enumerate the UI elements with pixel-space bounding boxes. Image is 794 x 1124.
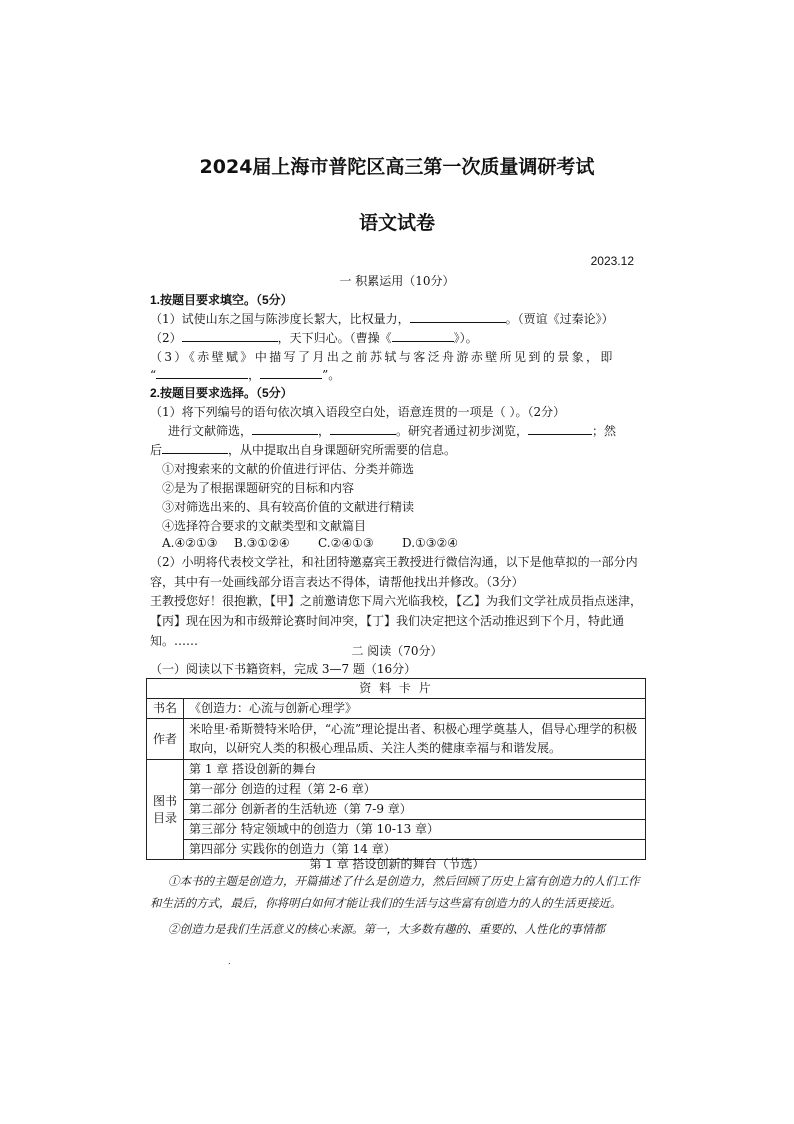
- card-toc-item: 第一部分 创造的过程（第 2-6 章）: [184, 780, 646, 800]
- q1-item2-text-b: ，天下归心。（曹操《: [277, 331, 392, 345]
- q2-option-3: ③对筛选出来的、具有较高价值的文献进行精读: [162, 500, 415, 514]
- q1-item3: [150, 348, 615, 365]
- card-header: 资 料 卡 片: [147, 679, 646, 699]
- q1-item1-blank[interactable]: [410, 310, 506, 323]
- q1-item2-text-a: （2）: [150, 331, 182, 345]
- exam-title: 2024届上海市普陀区高三第一次质量调研考试: [199, 156, 595, 178]
- q2-choice-d[interactable]: D.①③②④: [402, 536, 459, 550]
- q2-passage-b: ，: [318, 424, 331, 438]
- section2-heading: 二 阅读（70分）: [351, 644, 443, 658]
- card-toc-label: 图书目录: [147, 760, 184, 860]
- q2-passage-line2: [150, 441, 456, 458]
- card-book-value: 《创造力：心流与创新心理学》: [184, 699, 646, 719]
- card-toc-item: 第 1 章 搭设创新的舞台: [184, 760, 646, 780]
- q2-passage-d: ；然: [592, 424, 617, 438]
- q1-item3-cont: [150, 366, 340, 383]
- section1-heading: 一 积累运用（10分）: [339, 274, 455, 288]
- card-toc-item: 第二部分 创新者的生活轨迹（第 7-9 章）: [184, 800, 646, 820]
- q1-item3-text-d: ”。: [322, 368, 341, 382]
- q1-item2-text-c: 》）。: [453, 331, 478, 345]
- q1-item3-text-c: ，: [248, 368, 261, 382]
- q1-item3-blank2[interactable]: [260, 366, 322, 379]
- excerpt-body: [150, 870, 644, 940]
- excerpt-paragraph-1: ①本书的主题是创造力，开篇描述了什么是创造力，然后回顾了历史上富有创造力的人们工作和生活的方式，最后，你将明白如何才能让我们的生活与这些富有创造力的人的生活更接近。: [150, 874, 640, 910]
- q2-passage-blank3[interactable]: [528, 422, 592, 435]
- q2-stem-text: 2.按题目要求选择。（5分）: [150, 386, 293, 400]
- q2-passage-f: ，从中提取出自身课题研究所需要的信息。: [228, 443, 457, 457]
- q1-item1-text-a: （1）试使山东之国与陈涉度长絜大，比权量力，: [150, 312, 410, 326]
- q2-sub1: （1）将下列编号的语句依次填入语段空白处，语意连贯的一项是（ ）。（2分）: [150, 405, 566, 419]
- q1-stem-text: 1.按题目要求填空。（5分）: [150, 293, 293, 307]
- card-toc-item: 第四部分 实践你的创造力（第 14 章）: [184, 840, 646, 860]
- q2-sub2: （2）小明将代表校文学社，和社团特邀嘉宾王教授进行微信沟通，以下是他草拟的一部分内容，其中有一处画线部分语言表达不得体，请帮他找出并修改。（3分）: [150, 555, 638, 589]
- q2-passage-line1: [168, 422, 616, 439]
- q1-item1: [150, 310, 614, 327]
- q2-choice-c[interactable]: C.②④①③: [318, 536, 374, 550]
- q1-item3-text-a: （3）《赤壁赋》中描写了月出之前苏轼与客泛舟游赤壁所见到的景象，即: [150, 350, 615, 364]
- q1-item3-text-b: “: [150, 368, 157, 382]
- q1-item2: [150, 329, 478, 346]
- q2-option-2: ②是为了根据课题研究的目标和内容: [162, 481, 355, 495]
- q1-item1-text-b: 。（贾谊《过秦论》）: [505, 312, 614, 326]
- excerpt-title: 第 1 章 搭设创新的舞台（节选）: [309, 857, 485, 871]
- book-info-card: [146, 678, 646, 860]
- q1-item2-blank2[interactable]: [392, 329, 454, 342]
- q2-passage-blank1[interactable]: [252, 422, 318, 435]
- q2-stem: [150, 384, 293, 401]
- q1-stem: [150, 291, 293, 308]
- card-author-label: 作者: [147, 719, 184, 760]
- q2-passage-e: 后: [150, 443, 163, 457]
- q1-item3-blank1[interactable]: [156, 366, 248, 379]
- q2-option-1: ①对搜索来的文献的价值进行评估、分类并筛选: [162, 462, 415, 476]
- q2-option-4: ④选择符合要求的文献类型和文献篇目: [162, 519, 367, 533]
- q2-passage-c: 。研究者通过初步浏览，: [396, 424, 529, 438]
- q2-passage-a: 进行文献筛选，: [168, 424, 253, 438]
- card-toc-item: 第三部分 特定领域中的创造力（第 10-13 章）: [184, 820, 646, 840]
- card-book-label: 书名: [147, 699, 184, 719]
- paper-subtitle: 语文试卷: [358, 212, 435, 234]
- excerpt-paragraph-2: ②创造力是我们生活意义的核心来源。第一，大多数有趣的、重要的、人性化的事情都: [168, 922, 605, 936]
- card-author-value: 米哈里·希斯赞特米哈伊，“心流”理论提出者、积极心理学奠基人，倡导心理学的积极取向，以研究人类的积极心理品质、关注人类的健康幸福与和谐发展。: [184, 719, 646, 760]
- q2-passage-blank4[interactable]: [162, 441, 228, 454]
- q2-letter: 王教授您好！很抱歉，【甲】之前邀请您下周六光临我校，【乙】为我们文学社成员指点迷津，【丙】现在因为和市级辩论赛时间冲突，【丁】我们决定把这个活动推迟到下个月，特此通知。……: [150, 594, 643, 648]
- q1-item2-blank1[interactable]: [182, 329, 278, 342]
- stray-mark: .: [228, 957, 231, 966]
- exam-date: 2023.12: [590, 254, 634, 268]
- q2-choice-a[interactable]: A.④②①③: [162, 536, 218, 550]
- reading-part1-instruction: （一）阅读以下书籍资料，完成 3—7 题（16分）: [150, 662, 417, 676]
- q2-passage-blank2[interactable]: [330, 422, 396, 435]
- q2-choice-b[interactable]: B.③①②④: [234, 536, 290, 550]
